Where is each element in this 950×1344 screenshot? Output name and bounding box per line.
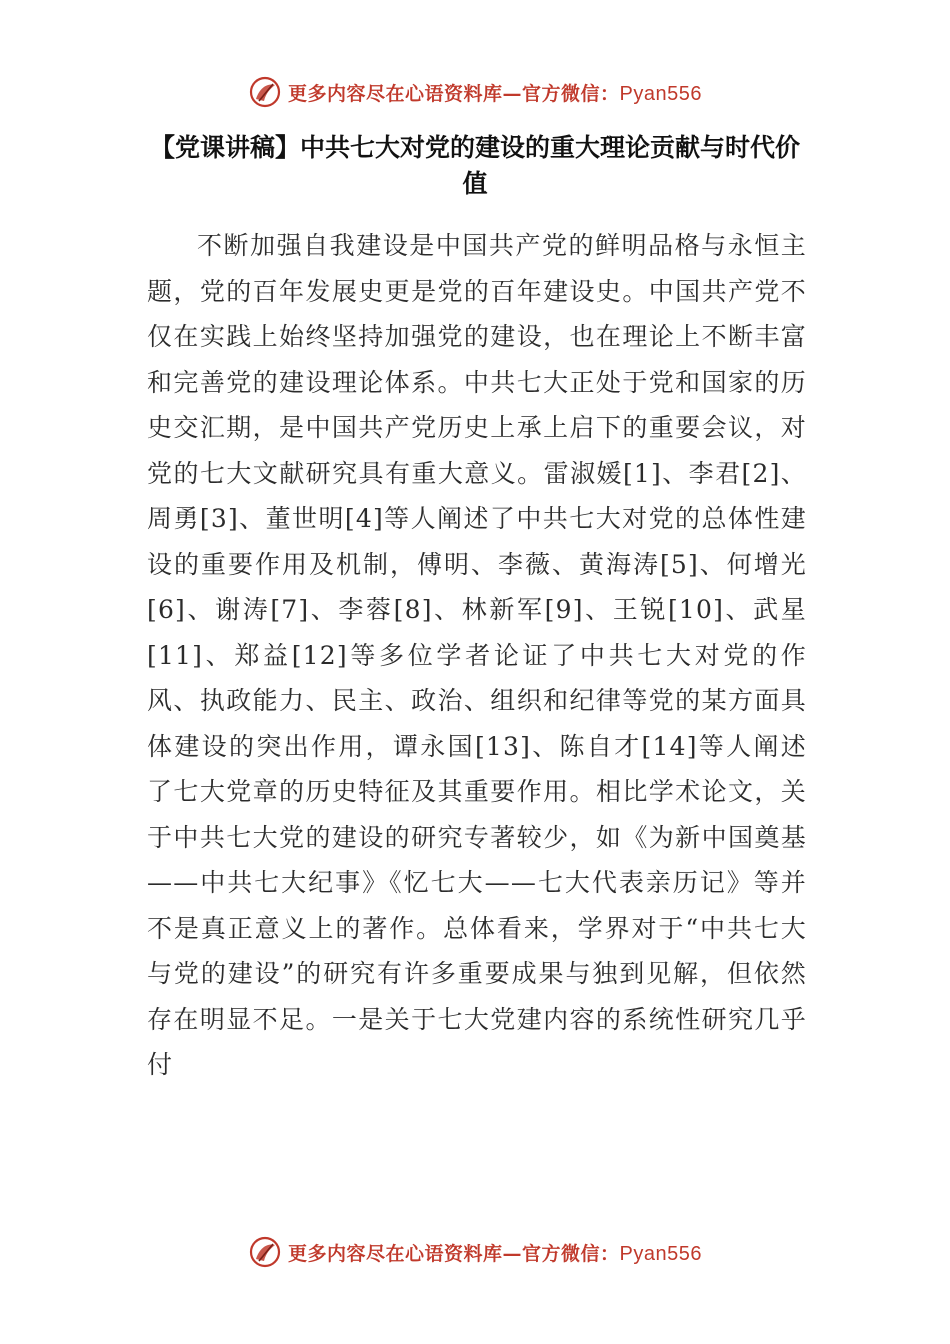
header-banner (0, 72, 950, 112)
footer-banner (0, 1232, 950, 1272)
document-title: 【党课讲稿】中共七大对党的建设的重大理论贡献与时代价值 (149, 133, 800, 198)
document-paragraph: 不断加强自我建设是中国共产党的鲜明品格与永恒主题，党的百年发展史更是党的百年建设史。中国共产党不仅在实践上始终坚持加强党的建设，也在理论上不断丰富和完善党的建设理论体系。中共七大正处于党和国家的历史交汇期，是中国共产党历史上承上启下的重要会议，对党的七大文献研究具有重大意义。雷淑媛[1]、李君[2]、周勇[3]、董世明[4]等人阐述了中共七大对党的总体性建设的重要作用及机制，傅明、李薇、黄海涛[5]、何增光[6]、谢涛[7]、李蓉[8]、林新军[9]、王锐[10]、武星[11]、郑益[12]等多位学者论证了中共七大对党的作风、执政能力、民主、政治、组织和纪律等党的某方面具体建设的突出作用，谭永国[13]、陈自才[14]等人阐述了七大党章的历史特征及其重要作用。相比学术论文，关于中共七大党的建设的研究专著较少，如《为新中国奠基——中共七大纪事》《忆七大——七大代表亲历记》等并不是真正意义上的著作。总体看来，学界对于“中共七大与党的建设”的研究有许多重要成果与独到见解，但依然存在明显不足。一是关于七大党建内容的系统性研究几乎付 (147, 231, 807, 1079)
wechat-id: Pyan556 (619, 1242, 702, 1265)
wechat-id: Pyan556 (619, 82, 702, 105)
footer-banner-text: 更多内容尽在心语资料库—官方微信：Pyan556 (288, 1242, 702, 1265)
header-banner-text: 更多内容尽在心语资料库—官方微信：Pyan556 (288, 82, 702, 105)
brand-logo-icon (248, 1235, 282, 1269)
brand-logo-icon (248, 75, 282, 109)
